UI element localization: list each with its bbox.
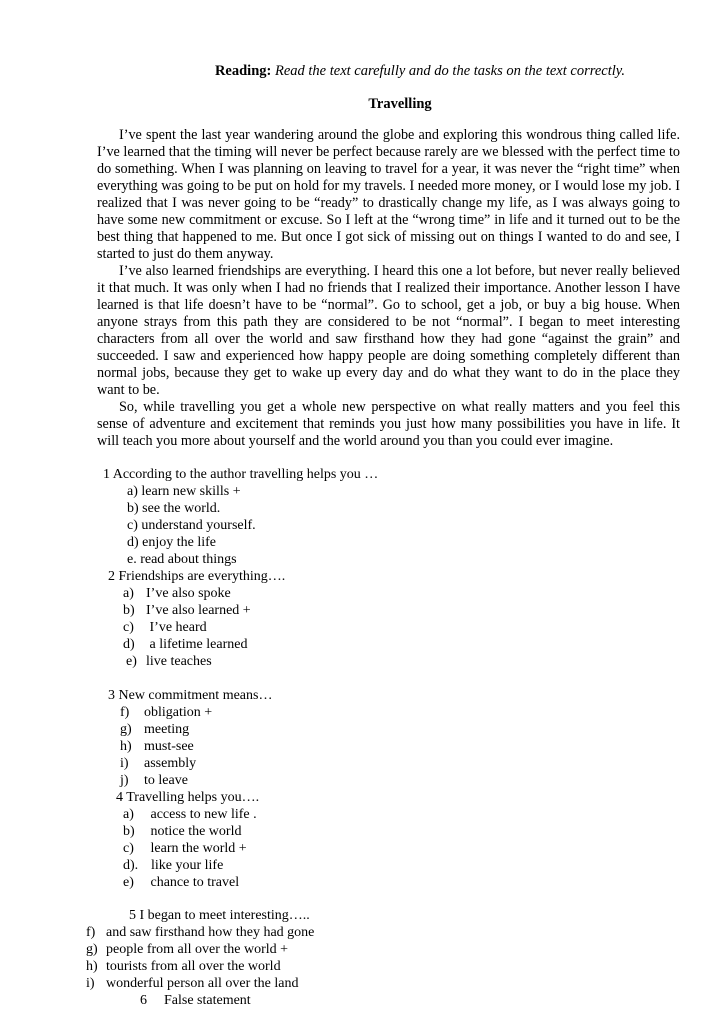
option-text: people from all over the world + bbox=[106, 942, 289, 957]
option-text: tourists from all over the world bbox=[106, 959, 281, 974]
option-marker: i) bbox=[120, 756, 129, 771]
instruction-lead: Reading: bbox=[214, 63, 272, 79]
option-marker: h) bbox=[120, 739, 132, 754]
passage-paragraph-2: I’ve also learned friendships are everything. I heard this one a lot before, but never really believed it that much. It was only when I had no friends that I realized their importance. Another lesson I have learned is that life doesn’t have to be “normal”. Go to school, get a job, or buy a big house. When anyone strays from this path they are considered to be not “normal”. I began to meet interesting characters from all over the world and saw firsthand how they had gone “against the grain” and succeeded. I saw and experienced how happy people are doing something completely different than normal jobs, because they get to wake up every day and do what they want to do in the place they want to be. bbox=[97, 263, 680, 398]
question-2-option-c bbox=[123, 619, 207, 636]
option-marker: e) bbox=[123, 875, 134, 890]
option-marker: d) bbox=[123, 637, 135, 652]
option-marker: j) bbox=[120, 773, 129, 788]
option-marker: e) bbox=[126, 654, 137, 669]
question-2-option-d bbox=[123, 636, 247, 653]
question-4-option-a bbox=[123, 806, 257, 823]
question-6-number: 6 bbox=[140, 993, 147, 1008]
option-text: like your life bbox=[151, 858, 224, 873]
option-text: I’ve also learned + bbox=[146, 603, 251, 618]
reading-passage bbox=[97, 127, 680, 450]
option-text: must-see bbox=[144, 739, 194, 754]
option-text: assembly bbox=[144, 756, 197, 771]
question-3-option-j bbox=[120, 772, 188, 789]
question-1-option-a: a) learn new skills + bbox=[127, 484, 241, 499]
option-text: to leave bbox=[144, 773, 188, 788]
option-text: live teaches bbox=[146, 654, 212, 669]
question-5-option-h bbox=[86, 958, 281, 975]
question-5-option-g bbox=[86, 941, 288, 958]
question-6-stem bbox=[140, 992, 251, 1009]
question-3-option-g bbox=[120, 721, 189, 738]
question-3-option-f bbox=[120, 704, 212, 721]
option-text: and saw firsthand how they had gone bbox=[106, 925, 315, 940]
option-text: chance to travel bbox=[147, 875, 240, 890]
option-marker: c) bbox=[123, 620, 134, 635]
option-text: I’ve heard bbox=[146, 620, 207, 635]
question-2-option-b bbox=[123, 602, 251, 619]
option-text: access to new life . bbox=[147, 807, 257, 822]
option-text: a lifetime learned bbox=[146, 637, 248, 652]
passage-paragraph-3: So, while travelling you get a whole new perspective on what really matters and you feel this sense of adventure and excitement that reminds you just how many possibilities you have in life. It will teach you more about yourself and the world around you than you could ever imagine. bbox=[97, 399, 680, 449]
option-marker: d). bbox=[123, 858, 139, 873]
option-marker: c) bbox=[123, 841, 134, 856]
question-1-option-b: b) see the world. bbox=[127, 501, 221, 516]
option-marker: g) bbox=[86, 942, 98, 957]
question-1-option-c: c) understand yourself. bbox=[127, 518, 256, 533]
reading-instruction bbox=[0, 63, 725, 80]
option-text: notice the world bbox=[147, 824, 242, 839]
question-3-option-i bbox=[120, 755, 196, 772]
instruction-text: Read the text carefully and do the tasks on the text correctly. bbox=[271, 63, 626, 79]
passage-paragraph-1: I’ve spent the last year wandering around the globe and exploring this wondrous thing called life. I’ve learned that the timing will never be perfect because rarely are we blessed with the perfect time to do something. When I was planning on leaving to travel for a year, it was never the “right time” when everything was going to be put on hold for my travels. I needed more money, or I would lose my job. I realized that I was never going to be “ready” to drastically change my life, as I was always going to have some new commitment or excuse. So I left at the “wrong time” in life and it turned out to be the best thing that happened to me. But once I got sick of missing out on things I wanted to do and see, I started to just do them anyway. bbox=[97, 127, 680, 262]
option-text: obligation + bbox=[144, 705, 213, 720]
option-marker: b) bbox=[123, 824, 135, 839]
question-1-stem: 1 According to the author travelling helps you … bbox=[103, 467, 379, 482]
question-1-option-d: d) enjoy the life bbox=[127, 535, 217, 550]
question-3-option-h bbox=[120, 738, 194, 755]
question-4-option-d bbox=[123, 857, 223, 874]
question-3-stem: 3 New commitment means… bbox=[108, 688, 273, 703]
question-4-stem: 4 Travelling helps you…. bbox=[116, 790, 260, 805]
option-marker: h) bbox=[86, 959, 98, 974]
question-4-option-b bbox=[123, 823, 241, 840]
question-2-option-e bbox=[126, 653, 212, 670]
option-marker: g) bbox=[120, 722, 132, 737]
option-marker: a) bbox=[123, 586, 134, 601]
option-text: learn the world + bbox=[147, 841, 247, 856]
question-4-option-e bbox=[123, 874, 239, 891]
question-2-option-a bbox=[123, 585, 231, 602]
question-6-text: False statement bbox=[164, 993, 251, 1008]
question-2-stem: 2 Friendships are everything…. bbox=[108, 569, 286, 584]
question-4-option-c bbox=[123, 840, 247, 857]
passage-title: Travelling bbox=[368, 96, 432, 112]
option-marker: a) bbox=[123, 807, 134, 822]
option-text: wonderful person all over the land bbox=[106, 976, 299, 991]
option-marker: f) bbox=[86, 925, 96, 940]
option-marker: f) bbox=[120, 705, 130, 720]
question-5-stem: 5 I began to meet interesting….. bbox=[129, 908, 310, 923]
option-text: I’ve also spoke bbox=[146, 586, 231, 601]
option-marker: i) bbox=[86, 976, 95, 991]
option-text: meeting bbox=[144, 722, 190, 737]
question-5-option-i bbox=[86, 975, 298, 992]
question-5-option-f bbox=[86, 924, 314, 941]
option-marker: b) bbox=[123, 603, 135, 618]
question-1-option-e: e. read about things bbox=[127, 552, 237, 567]
